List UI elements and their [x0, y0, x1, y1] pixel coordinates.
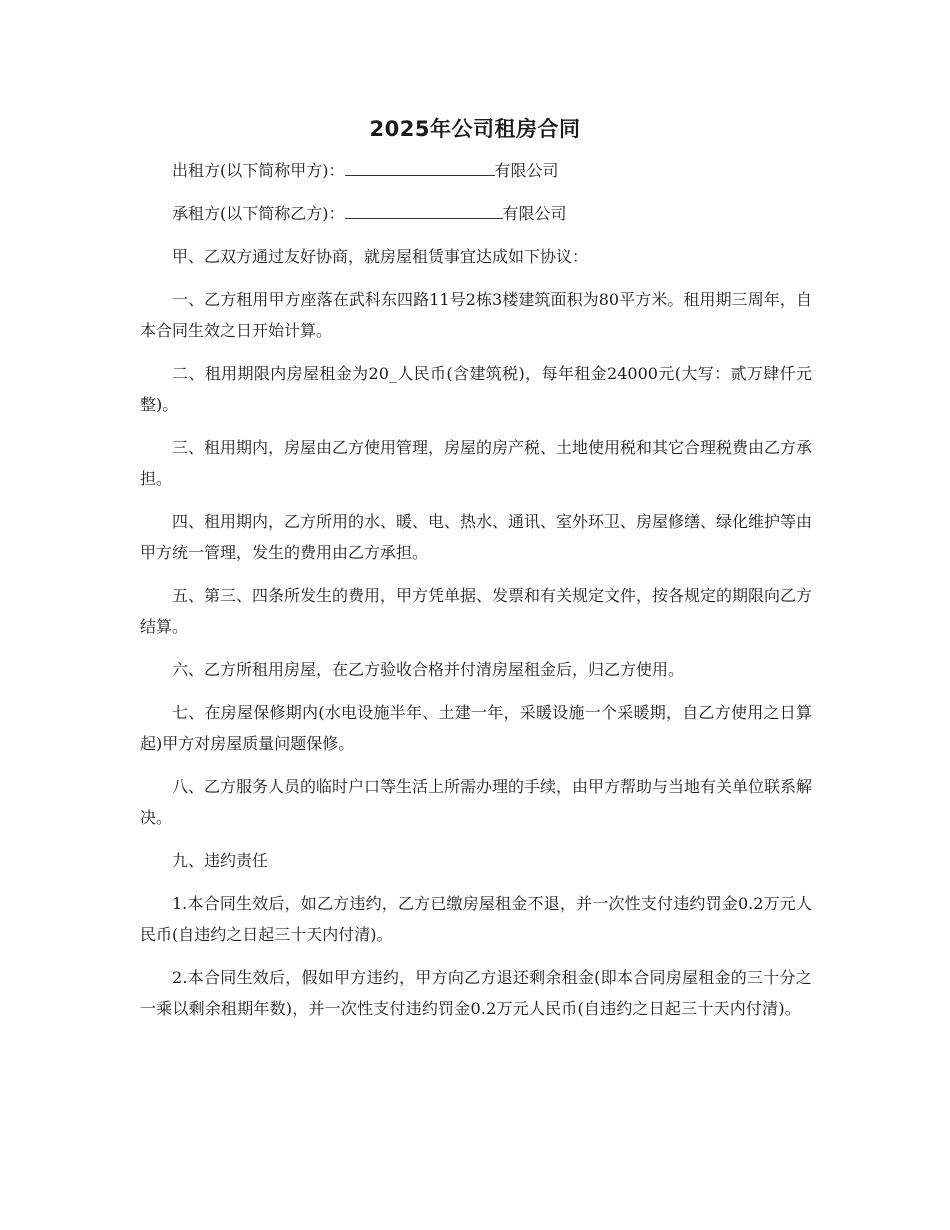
clause-4: 四、租用期内，乙方所用的水、暖、电、热水、通讯、室外环卫、房屋修缮、绿化维护等由甲方统一管理，发生的费用由乙方承担。	[140, 512, 813, 562]
lessor-suffix: 有限公司	[494, 161, 559, 180]
lessor-label: 出租方(以下简称甲方)：	[172, 161, 345, 180]
clause-9-item-1: 1.本合同生效后，如乙方违约，乙方已缴房屋租金不退，并一次性支付违约罚金0.2万元人民币(自违约之日起三十天内付清)。	[140, 894, 812, 944]
clause-1: 一、乙方租用甲方座落在武科东四路11号2栋3楼建筑面积为80平方米。租用期三周年，自本合同生效之日开始计算。	[140, 290, 812, 340]
lessor-line	[140, 155, 812, 186]
clause-9-heading: 九、违约责任	[172, 851, 269, 870]
intro-paragraph: 甲、乙双方通过友好协商，就房屋租赁事宜达成如下协议：	[172, 247, 589, 266]
clause-7: 七、在房屋保修期内(水电设施半年、土建一年，采暖设施一个采暖期，自乙方使用之日算起)甲方对房屋质量问题保修。	[140, 703, 812, 753]
document-title: 2025年公司租房合同	[369, 117, 581, 141]
lessee-label: 承租方(以下简称乙方)：	[172, 204, 345, 223]
clause-5: 五、第三、四条所发生的费用，甲方凭单据、发票和有关规定文件，按各规定的期限向乙方结算。	[140, 586, 813, 636]
clause-3: 三、租用期内，房屋由乙方使用管理，房屋的房产税、土地使用税和其它合理税费由乙方承担。	[140, 438, 813, 488]
clause-9-item-2: 2.本合同生效后，假如甲方违约，甲方向乙方退还剩余租金(即本合同房屋租金的三十分之一乘以剩余租期年数)，并一次性支付违约罚金0.2万元人民币(自违约之日起三十天内付清)。	[140, 968, 812, 1018]
document-body	[140, 155, 812, 1036]
lessee-name-blank	[345, 198, 503, 219]
clause-6: 六、乙方所租用房屋，在乙方验收合格并付清房屋租金后，归乙方使用。	[172, 660, 685, 679]
clause-8: 八、乙方服务人员的临时户口等生活上所需办理的手续，由甲方帮助与当地有关单位联系解决。	[140, 777, 813, 827]
clause-2: 二、租用期限内房屋租金为20_人民币(含建筑税)，每年租金24000元(大写：贰万肆仟元整)。	[140, 364, 812, 414]
lessee-line	[140, 198, 812, 229]
lessee-suffix: 有限公司	[502, 204, 567, 223]
lessor-name-blank	[345, 155, 495, 176]
